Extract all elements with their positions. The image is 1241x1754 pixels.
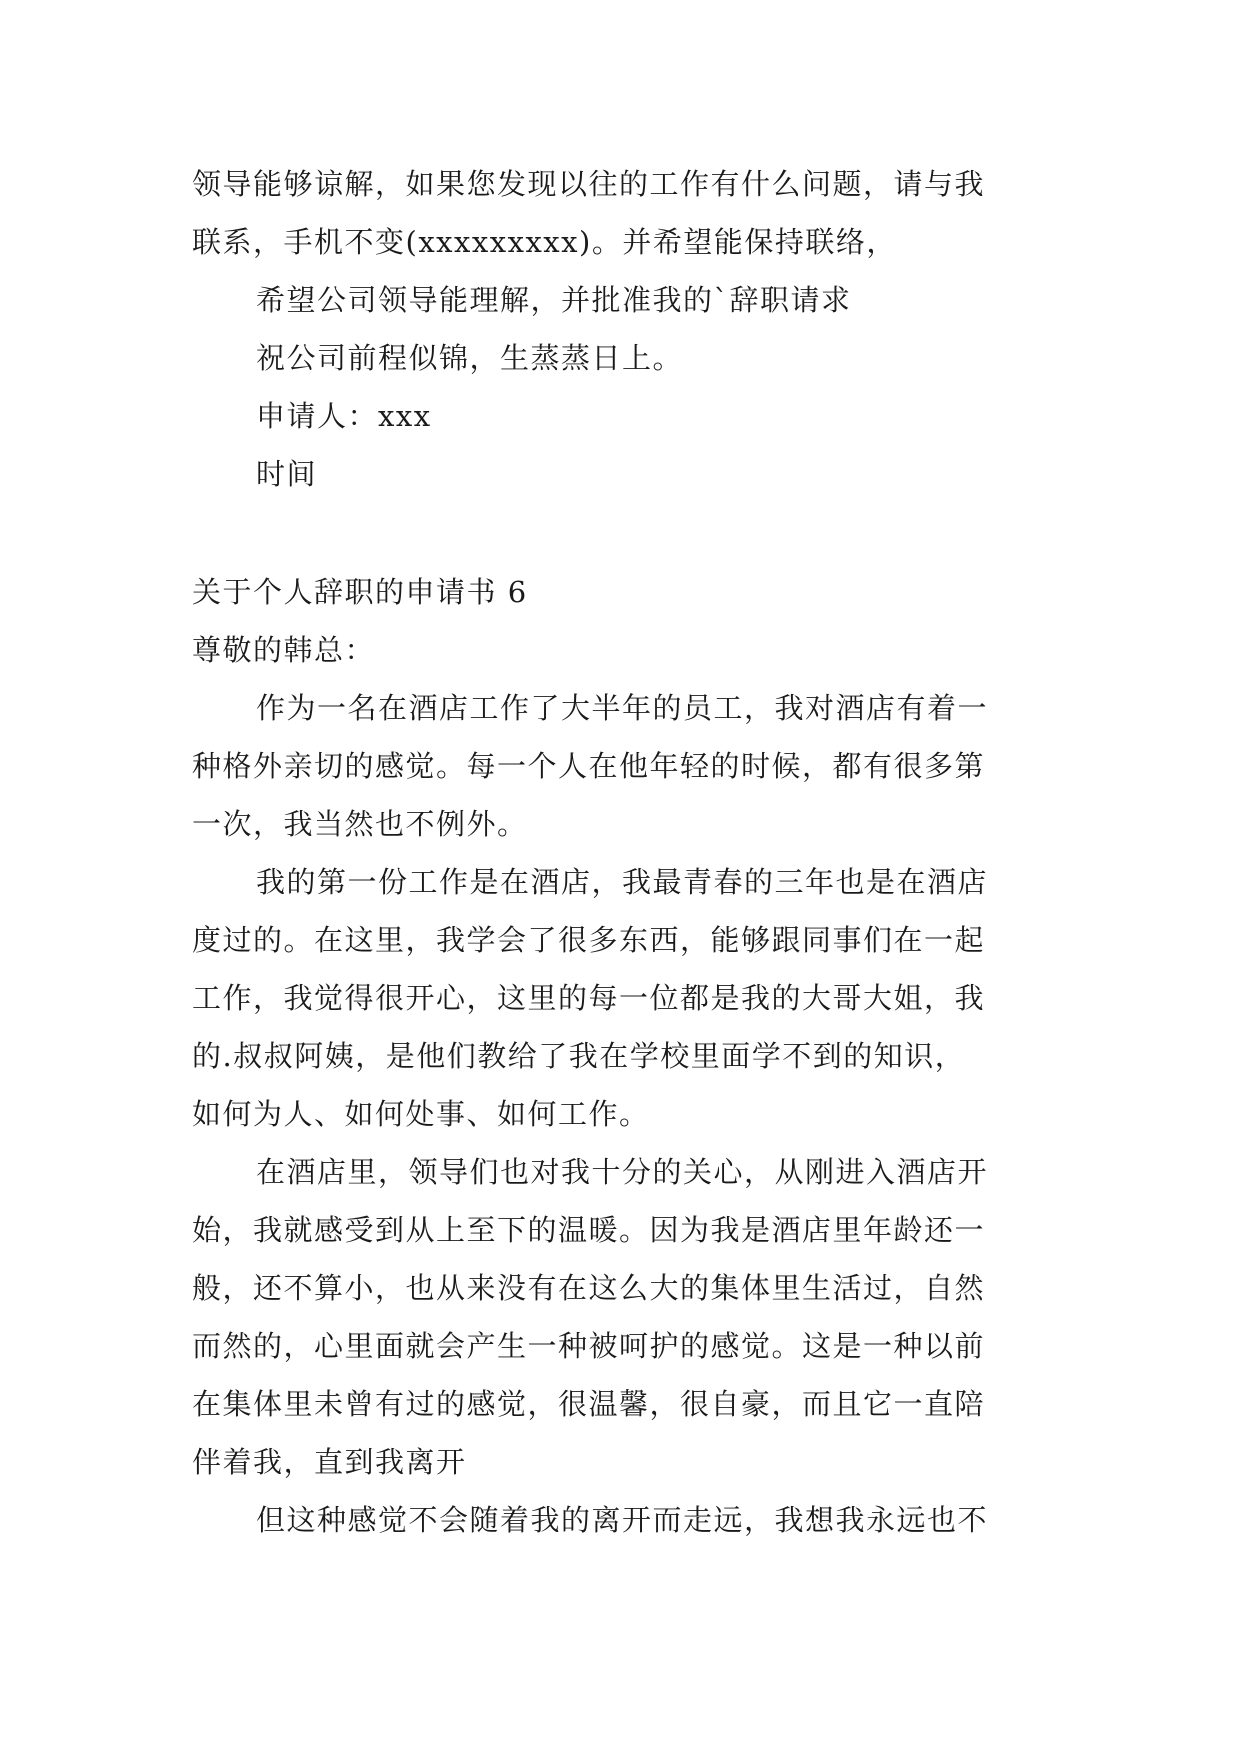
paragraph-3-line: 在酒店里，领导们也对我十分的关心，从刚进入酒店开 (256, 1155, 989, 1189)
paragraph-2-line: 度过的。在这里，我学会了很多东西，能够跟同事们在一起 (192, 923, 986, 957)
paragraph-3-line: 始，我就感受到从上至下的温暖。因为我是酒店里年龄还一 (192, 1213, 986, 1247)
hope-line: 希望公司领导能理解，并批准我的`辞职请求 (256, 283, 852, 317)
paragraph-2-line: 我的第一份工作是在酒店，我最青春的三年也是在酒店 (256, 865, 989, 899)
paragraph-3-line: 在集体里未曾有过的感觉，很温馨，很自豪，而且它一直陪 (192, 1387, 986, 1421)
paragraph-4-line: 但这种感觉不会随着我的离开而走远，我想我永远也不 (256, 1503, 989, 1537)
paragraph-2-line: 的.叔叔阿姨，是他们教给了我在学校里面学不到的知识， (192, 1039, 966, 1073)
wish-line: 祝公司前程似锦，生蒸蒸日上。 (256, 341, 684, 375)
time-line: 时间 (256, 457, 318, 491)
paragraph-3-line: 伴着我，直到我离开 (192, 1445, 467, 1479)
section-title: 关于个人辞职的申请书 6 (192, 575, 528, 609)
salutation: 尊敬的韩总： (192, 633, 376, 667)
paragraph-1-line: 一次，我当然也不例外。 (192, 807, 528, 841)
paragraph-1-line: 种格外亲切的感觉。每一个人在他年轻的时候，都有很多第 (192, 749, 986, 783)
applicant-line: 申请人：xxx (256, 399, 432, 433)
paragraph-3-line: 而然的，心里面就会产生一种被呵护的感觉。这是一种以前 (192, 1329, 986, 1363)
text-line: 联系，手机不变(xxxxxxxxx)。并希望能保持联络， (192, 225, 897, 259)
paragraph-2-line: 如何为人、如何处事、如何工作。 (192, 1097, 650, 1131)
text-line: 领导能够谅解，如果您发现以往的工作有什么问题，请与我 (192, 167, 986, 201)
paragraph-3-line: 般，还不算小，也从来没有在这么大的集体里生活过，自然 (192, 1271, 986, 1305)
paragraph-2-line: 工作，我觉得很开心，这里的每一位都是我的大哥大姐，我 (192, 981, 986, 1015)
paragraph-1-line: 作为一名在酒店工作了大半年的员工，我对酒店有着一 (256, 691, 989, 725)
